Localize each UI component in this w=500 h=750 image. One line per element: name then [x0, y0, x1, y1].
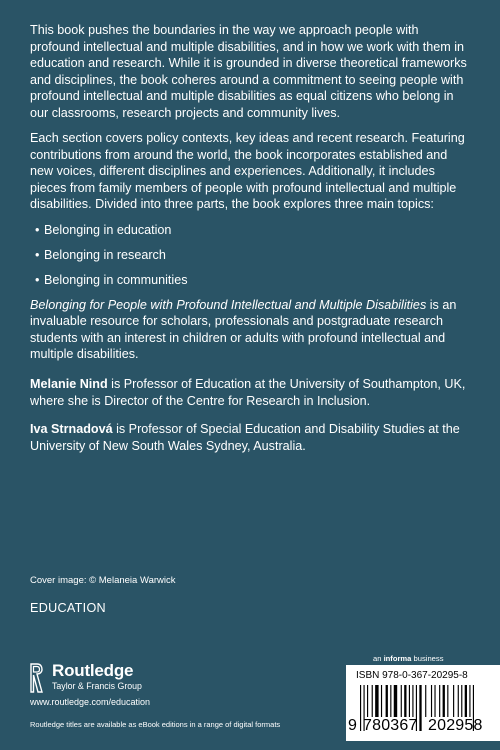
publisher-url: www.routledge.com/education — [30, 697, 151, 707]
isbn-number: ISBN 978-0-367-20295-8 — [356, 670, 468, 681]
routledge-logo-icon — [30, 662, 44, 694]
publisher-logo — [30, 662, 230, 702]
publisher-name: Routledge — [52, 661, 134, 680]
topic-item: • Belonging in education — [44, 222, 470, 238]
author-name: Melanie Nind — [30, 377, 108, 391]
barcode-lead-digit: 9 — [348, 717, 357, 734]
back-cover-blurb — [30, 22, 470, 372]
publisher-group: Taylor & Francis Group — [52, 681, 142, 691]
ebook-note: Routledge titles are available as eBook editions in a range of digital formats — [30, 720, 281, 729]
topic-list — [30, 222, 470, 288]
book-title: Belonging for People with Profound Intellectual and Multiple Disabilities — [30, 297, 427, 312]
blurb-paragraph-3 — [30, 297, 470, 363]
barcode-right-digits: 202958 — [428, 717, 483, 734]
informa-business-tag — [373, 654, 444, 663]
blurb-paragraph-3-text: is an invaluable resource for scholars, professionals and postgraduate research students with an interest in children or adults with profound intellectual and multiple disabilities. — [30, 297, 457, 361]
topic-item: • Belonging in communities — [44, 272, 470, 288]
informa-word: informa — [383, 654, 412, 663]
cover-image-credit: Cover image: © Melaneia Warwick — [30, 575, 176, 586]
author-bios — [30, 376, 470, 466]
topic-item: • Belonging in research — [44, 247, 470, 263]
informa-suffix: business — [411, 654, 444, 663]
informa-prefix: an — [373, 654, 384, 663]
subject-category: EDUCATION — [30, 601, 106, 615]
author-bio-text: is Professor of Special Education and Disability Studies at the University of New South Wales Sydney, Australia. — [30, 422, 460, 453]
blurb-paragraph-2: Each section covers policy contexts, key ideas and recent research. Featuring contributions from around the world, the book incorporates established and new voices, different disciplines and experiences. Additionally, it includes pieces from family members of people with profound intellectual and multiple disabilities. Divided into three parts, the book explores three main topics: — [30, 131, 465, 211]
blurb-paragraph-1: This book pushes the boundaries in the way we approach people with profound intellectual and multiple disabilities, and in how we work with them in education and research. While it is grounded in diverse theoretical frameworks and disciplines, the book coheres around a commitment to seeing people with profound intellectual and multiple disabilities as equal citizens who belong in our classrooms, research projects and community lives. — [30, 23, 467, 120]
barcode-digits — [348, 717, 498, 741]
author-bio — [30, 421, 470, 454]
author-bio — [30, 376, 470, 409]
author-bio-text: is Professor of Education at the University of Southampton, UK, where she is Director of the Centre for Research in Inclusion. — [30, 377, 466, 408]
barcode-left-digits: 780367 — [363, 717, 418, 734]
author-name: Iva Strnadová — [30, 422, 113, 436]
isbn-barcode — [346, 665, 500, 741]
